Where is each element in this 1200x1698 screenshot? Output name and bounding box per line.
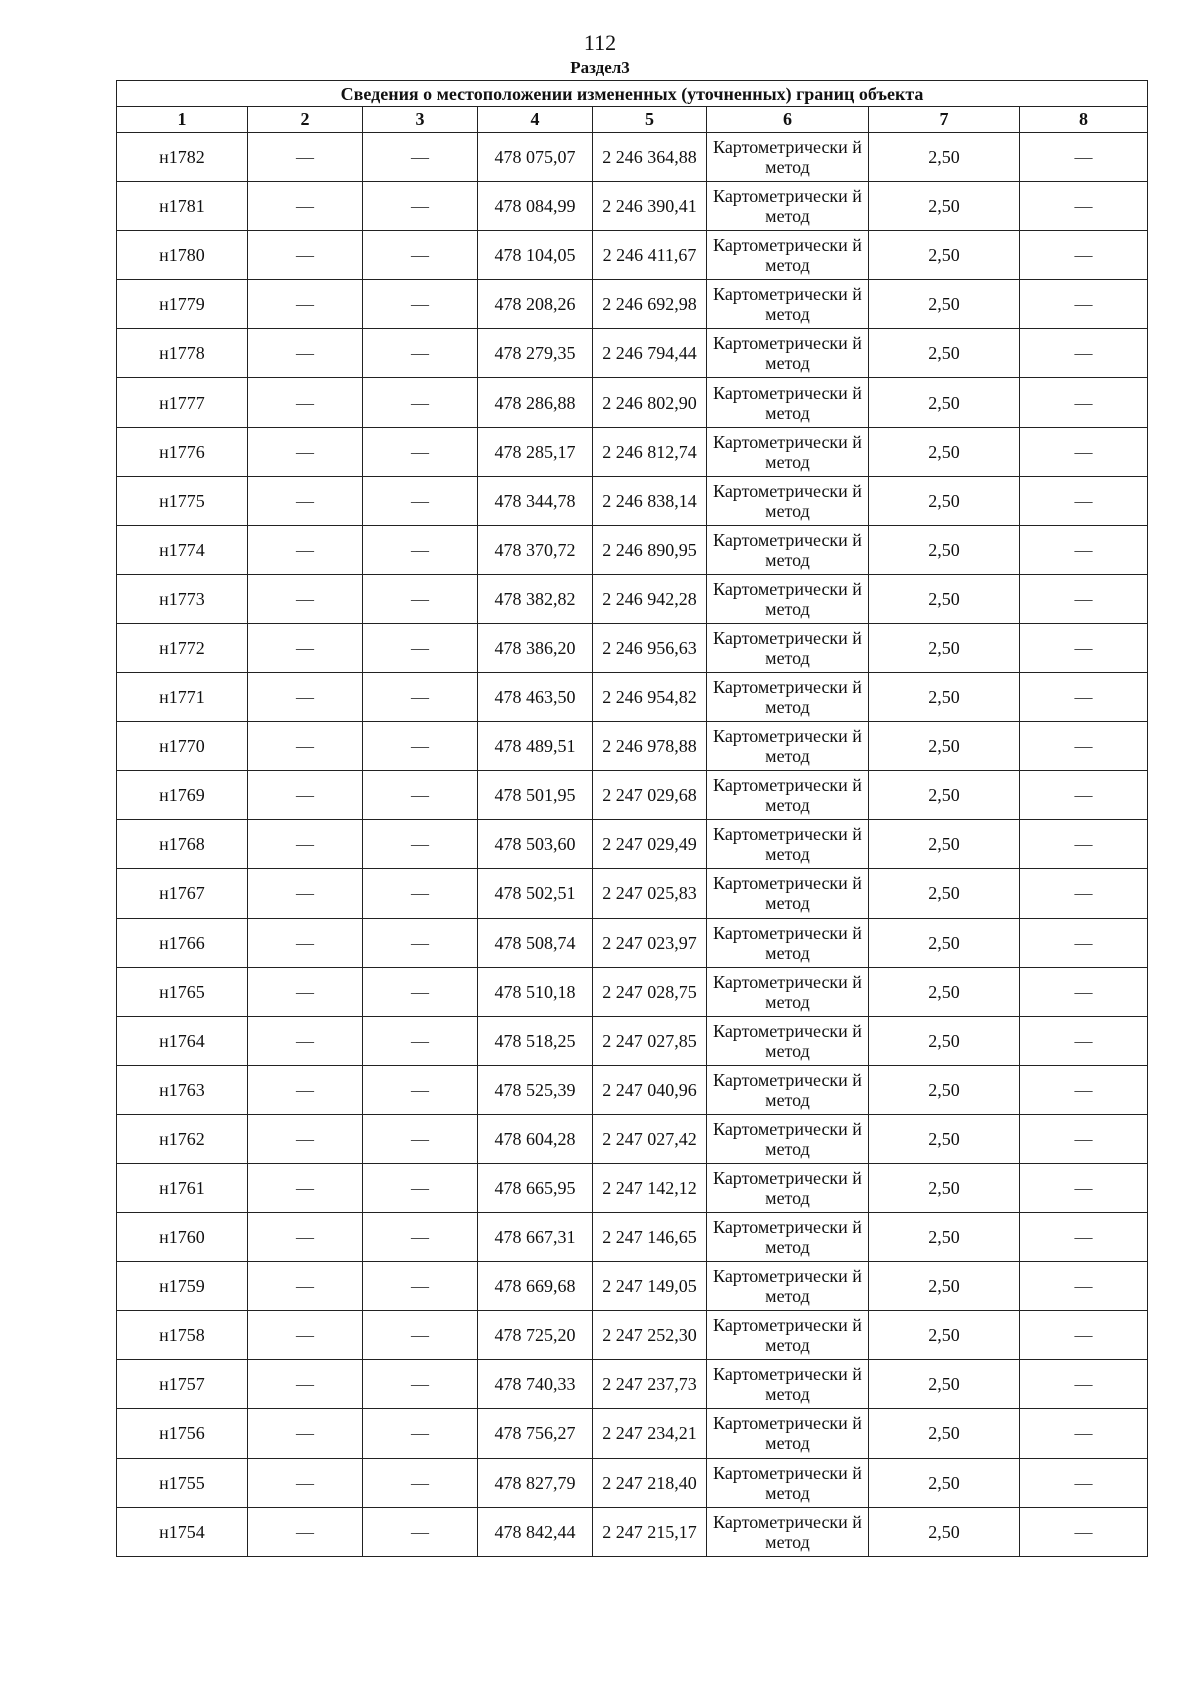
table-row — [117, 967, 1148, 1016]
point-id-cell: н1771 — [117, 673, 248, 722]
col2-cell: — — [248, 231, 363, 280]
y-coordinate-cell: 2 246 942,28 — [593, 574, 707, 623]
x-coordinate-cell: 478 525,39 — [478, 1065, 593, 1114]
y-coordinate-cell: 2 247 149,05 — [593, 1262, 707, 1311]
col3-cell: — — [363, 673, 478, 722]
y-coordinate-cell: 2 247 040,96 — [593, 1065, 707, 1114]
table-row — [117, 1360, 1148, 1409]
accuracy-cell: 2,50 — [869, 918, 1020, 967]
x-coordinate-cell: 478 084,99 — [478, 182, 593, 231]
accuracy-cell: 2,50 — [869, 869, 1020, 918]
col8-cell: — — [1020, 1262, 1148, 1311]
y-coordinate-cell: 2 247 146,65 — [593, 1213, 707, 1262]
col3-cell: — — [363, 623, 478, 672]
col3-cell: — — [363, 378, 478, 427]
col2-cell: — — [248, 476, 363, 525]
col3-cell: — — [363, 476, 478, 525]
table-row — [117, 869, 1148, 918]
x-coordinate-cell: 478 842,44 — [478, 1507, 593, 1556]
accuracy-cell: 2,50 — [869, 182, 1020, 231]
x-coordinate-cell: 478 827,79 — [478, 1458, 593, 1507]
col8-cell: — — [1020, 1114, 1148, 1163]
point-id-cell: н1767 — [117, 869, 248, 918]
method-cell: Картометрически й метод — [707, 476, 869, 525]
x-coordinate-cell: 478 285,17 — [478, 427, 593, 476]
col3-cell: — — [363, 1163, 478, 1212]
col2-cell: — — [248, 623, 363, 672]
y-coordinate-cell: 2 247 215,17 — [593, 1507, 707, 1556]
col2-cell: — — [248, 1311, 363, 1360]
x-coordinate-cell: 478 286,88 — [478, 378, 593, 427]
table-row — [117, 329, 1148, 378]
col3-cell: — — [363, 1262, 478, 1311]
col3-cell: — — [363, 1507, 478, 1556]
accuracy-cell: 2,50 — [869, 1262, 1020, 1311]
accuracy-cell: 2,50 — [869, 329, 1020, 378]
point-id-cell: н1769 — [117, 771, 248, 820]
table-row — [117, 918, 1148, 967]
table-row — [117, 378, 1148, 427]
method-cell: Картометрически й метод — [707, 574, 869, 623]
y-coordinate-cell: 2 246 794,44 — [593, 329, 707, 378]
y-coordinate-cell: 2 247 027,85 — [593, 1016, 707, 1065]
col8-cell: — — [1020, 378, 1148, 427]
col3-cell: — — [363, 1360, 478, 1409]
point-id-cell: н1778 — [117, 329, 248, 378]
point-id-cell: н1773 — [117, 574, 248, 623]
point-id-cell: н1766 — [117, 918, 248, 967]
col8-cell: — — [1020, 231, 1148, 280]
col8-cell: — — [1020, 1507, 1148, 1556]
y-coordinate-cell: 2 247 023,97 — [593, 918, 707, 967]
point-id-cell: н1781 — [117, 182, 248, 231]
col2-cell: — — [248, 182, 363, 231]
table-row — [117, 1409, 1148, 1458]
col8-cell: — — [1020, 918, 1148, 967]
column-number-cell: 4 — [478, 107, 593, 133]
y-coordinate-cell: 2 247 029,68 — [593, 771, 707, 820]
accuracy-cell: 2,50 — [869, 231, 1020, 280]
x-coordinate-cell: 478 667,31 — [478, 1213, 593, 1262]
col8-cell: — — [1020, 1065, 1148, 1114]
col3-cell: — — [363, 771, 478, 820]
column-number-row — [117, 107, 1148, 133]
col8-cell: — — [1020, 182, 1148, 231]
method-cell: Картометрически й метод — [707, 722, 869, 771]
section-title: Раздел3 — [570, 58, 630, 77]
col2-cell: — — [248, 1507, 363, 1556]
method-cell: Картометрически й метод — [707, 1114, 869, 1163]
table-caption: Сведения о местоположении измененных (уточненных) границ объекта — [117, 81, 1148, 107]
method-cell: Картометрически й метод — [707, 673, 869, 722]
accuracy-cell: 2,50 — [869, 1409, 1020, 1458]
x-coordinate-cell: 478 502,51 — [478, 869, 593, 918]
table-row — [117, 1458, 1148, 1507]
col2-cell: — — [248, 918, 363, 967]
method-cell: Картометрически й метод — [707, 133, 869, 182]
col2-cell: — — [248, 1114, 363, 1163]
col3-cell: — — [363, 1065, 478, 1114]
x-coordinate-cell: 478 344,78 — [478, 476, 593, 525]
y-coordinate-cell: 2 246 890,95 — [593, 525, 707, 574]
accuracy-cell: 2,50 — [869, 525, 1020, 574]
x-coordinate-cell: 478 503,60 — [478, 820, 593, 869]
x-coordinate-cell: 478 669,68 — [478, 1262, 593, 1311]
accuracy-cell: 2,50 — [869, 771, 1020, 820]
col8-cell: — — [1020, 1213, 1148, 1262]
accuracy-cell: 2,50 — [869, 427, 1020, 476]
col2-cell: — — [248, 1065, 363, 1114]
x-coordinate-cell: 478 075,07 — [478, 133, 593, 182]
method-cell: Картометрически й метод — [707, 771, 869, 820]
table-row — [117, 1507, 1148, 1556]
table-row — [117, 1114, 1148, 1163]
col3-cell: — — [363, 280, 478, 329]
col3-cell: — — [363, 1213, 478, 1262]
x-coordinate-cell: 478 725,20 — [478, 1311, 593, 1360]
col3-cell: — — [363, 427, 478, 476]
x-coordinate-cell: 478 756,27 — [478, 1409, 593, 1458]
table-row — [117, 525, 1148, 574]
y-coordinate-cell: 2 246 978,88 — [593, 722, 707, 771]
point-id-cell: н1765 — [117, 967, 248, 1016]
accuracy-cell: 2,50 — [869, 1016, 1020, 1065]
x-coordinate-cell: 478 508,74 — [478, 918, 593, 967]
y-coordinate-cell: 2 246 956,63 — [593, 623, 707, 672]
y-coordinate-cell: 2 246 954,82 — [593, 673, 707, 722]
method-cell: Картометрически й метод — [707, 525, 869, 574]
col2-cell: — — [248, 722, 363, 771]
col2-cell: — — [248, 820, 363, 869]
accuracy-cell: 2,50 — [869, 133, 1020, 182]
col8-cell: — — [1020, 427, 1148, 476]
point-id-cell: н1760 — [117, 1213, 248, 1262]
x-coordinate-cell: 478 386,20 — [478, 623, 593, 672]
method-cell: Картометрически й метод — [707, 869, 869, 918]
col3-cell: — — [363, 967, 478, 1016]
method-cell: Картометрически й метод — [707, 623, 869, 672]
boundary-coordinates-table — [116, 80, 1148, 1557]
point-id-cell: н1775 — [117, 476, 248, 525]
col2-cell: — — [248, 427, 363, 476]
column-number-cell: 5 — [593, 107, 707, 133]
column-number-cell: 1 — [117, 107, 248, 133]
accuracy-cell: 2,50 — [869, 820, 1020, 869]
method-cell: Картометрически й метод — [707, 329, 869, 378]
col8-cell: — — [1020, 722, 1148, 771]
y-coordinate-cell: 2 247 028,75 — [593, 967, 707, 1016]
y-coordinate-cell: 2 247 252,30 — [593, 1311, 707, 1360]
col2-cell: — — [248, 869, 363, 918]
x-coordinate-cell: 478 518,25 — [478, 1016, 593, 1065]
x-coordinate-cell: 478 665,95 — [478, 1163, 593, 1212]
x-coordinate-cell: 478 489,51 — [478, 722, 593, 771]
table-row — [117, 1065, 1148, 1114]
table-row — [117, 673, 1148, 722]
col3-cell: — — [363, 1409, 478, 1458]
point-id-cell: н1772 — [117, 623, 248, 672]
method-cell: Картометрически й метод — [707, 1409, 869, 1458]
y-coordinate-cell: 2 247 025,83 — [593, 869, 707, 918]
col3-cell: — — [363, 574, 478, 623]
col8-cell: — — [1020, 133, 1148, 182]
table-row — [117, 1311, 1148, 1360]
col2-cell: — — [248, 574, 363, 623]
col2-cell: — — [248, 1262, 363, 1311]
col8-cell: — — [1020, 1311, 1148, 1360]
method-cell: Картометрически й метод — [707, 378, 869, 427]
col3-cell: — — [363, 231, 478, 280]
table-row — [117, 182, 1148, 231]
col2-cell: — — [248, 1360, 363, 1409]
accuracy-cell: 2,50 — [869, 623, 1020, 672]
table-row — [117, 623, 1148, 672]
accuracy-cell: 2,50 — [869, 1360, 1020, 1409]
table-row — [117, 1016, 1148, 1065]
accuracy-cell: 2,50 — [869, 1163, 1020, 1212]
col2-cell: — — [248, 329, 363, 378]
method-cell: Картометрически й метод — [707, 820, 869, 869]
point-id-cell: н1761 — [117, 1163, 248, 1212]
method-cell: Картометрически й метод — [707, 1163, 869, 1212]
col2-cell: — — [248, 525, 363, 574]
point-id-cell: н1759 — [117, 1262, 248, 1311]
point-id-cell: н1782 — [117, 133, 248, 182]
table-row — [117, 280, 1148, 329]
col2-cell: — — [248, 673, 363, 722]
point-id-cell: н1763 — [117, 1065, 248, 1114]
col8-cell: — — [1020, 1163, 1148, 1212]
y-coordinate-cell: 2 246 692,98 — [593, 280, 707, 329]
y-coordinate-cell: 2 246 411,67 — [593, 231, 707, 280]
method-cell: Картометрически й метод — [707, 280, 869, 329]
table-body — [117, 133, 1148, 1557]
method-cell: Картометрически й метод — [707, 918, 869, 967]
col2-cell: — — [248, 967, 363, 1016]
method-cell: Картометрически й метод — [707, 1360, 869, 1409]
col2-cell: — — [248, 133, 363, 182]
method-cell: Картометрически й метод — [707, 231, 869, 280]
col2-cell: — — [248, 1409, 363, 1458]
method-cell: Картометрически й метод — [707, 1065, 869, 1114]
col8-cell: — — [1020, 329, 1148, 378]
accuracy-cell: 2,50 — [869, 722, 1020, 771]
y-coordinate-cell: 2 247 142,12 — [593, 1163, 707, 1212]
col8-cell: — — [1020, 820, 1148, 869]
col3-cell: — — [363, 918, 478, 967]
y-coordinate-cell: 2 247 234,21 — [593, 1409, 707, 1458]
col8-cell: — — [1020, 673, 1148, 722]
y-coordinate-cell: 2 246 364,88 — [593, 133, 707, 182]
table-row — [117, 476, 1148, 525]
method-cell: Картометрически й метод — [707, 1458, 869, 1507]
table-row — [117, 133, 1148, 182]
y-coordinate-cell: 2 247 027,42 — [593, 1114, 707, 1163]
col8-cell: — — [1020, 525, 1148, 574]
method-cell: Картометрически й метод — [707, 1262, 869, 1311]
y-coordinate-cell: 2 246 390,41 — [593, 182, 707, 231]
point-id-cell: н1764 — [117, 1016, 248, 1065]
method-cell: Картометрически й метод — [707, 967, 869, 1016]
col2-cell: — — [248, 1016, 363, 1065]
accuracy-cell: 2,50 — [869, 673, 1020, 722]
x-coordinate-cell: 478 208,26 — [478, 280, 593, 329]
y-coordinate-cell: 2 246 838,14 — [593, 476, 707, 525]
y-coordinate-cell: 2 246 802,90 — [593, 378, 707, 427]
y-coordinate-cell: 2 247 237,73 — [593, 1360, 707, 1409]
point-id-cell: н1758 — [117, 1311, 248, 1360]
y-coordinate-cell: 2 246 812,74 — [593, 427, 707, 476]
point-id-cell: н1754 — [117, 1507, 248, 1556]
point-id-cell: н1756 — [117, 1409, 248, 1458]
table-row — [117, 427, 1148, 476]
x-coordinate-cell: 478 740,33 — [478, 1360, 593, 1409]
x-coordinate-cell: 478 510,18 — [478, 967, 593, 1016]
col2-cell: — — [248, 280, 363, 329]
col8-cell: — — [1020, 1409, 1148, 1458]
col3-cell: — — [363, 182, 478, 231]
method-cell: Картометрически й метод — [707, 1016, 869, 1065]
accuracy-cell: 2,50 — [869, 967, 1020, 1016]
method-cell: Картометрически й метод — [707, 1507, 869, 1556]
page-number: 112 — [583, 30, 617, 55]
col3-cell: — — [363, 820, 478, 869]
col3-cell: — — [363, 1311, 478, 1360]
col2-cell: — — [248, 1213, 363, 1262]
table-row — [117, 574, 1148, 623]
x-coordinate-cell: 478 501,95 — [478, 771, 593, 820]
accuracy-cell: 2,50 — [869, 1114, 1020, 1163]
y-coordinate-cell: 2 247 218,40 — [593, 1458, 707, 1507]
point-id-cell: н1757 — [117, 1360, 248, 1409]
point-id-cell: н1768 — [117, 820, 248, 869]
column-number-cell: 6 — [707, 107, 869, 133]
column-number-cell: 2 — [248, 107, 363, 133]
y-coordinate-cell: 2 247 029,49 — [593, 820, 707, 869]
point-id-cell: н1774 — [117, 525, 248, 574]
col2-cell: — — [248, 378, 363, 427]
accuracy-cell: 2,50 — [869, 1065, 1020, 1114]
table-row — [117, 820, 1148, 869]
col8-cell: — — [1020, 771, 1148, 820]
point-id-cell: н1770 — [117, 722, 248, 771]
table-row — [117, 1163, 1148, 1212]
col8-cell: — — [1020, 1016, 1148, 1065]
table-row — [117, 771, 1148, 820]
method-cell: Картометрически й метод — [707, 182, 869, 231]
col8-cell: — — [1020, 869, 1148, 918]
table-row — [117, 722, 1148, 771]
col3-cell: — — [363, 1458, 478, 1507]
point-id-cell: н1755 — [117, 1458, 248, 1507]
accuracy-cell: 2,50 — [869, 1213, 1020, 1262]
col8-cell: — — [1020, 280, 1148, 329]
point-id-cell: н1762 — [117, 1114, 248, 1163]
col8-cell: — — [1020, 1360, 1148, 1409]
method-cell: Картометрически й метод — [707, 1213, 869, 1262]
accuracy-cell: 2,50 — [869, 476, 1020, 525]
accuracy-cell: 2,50 — [869, 574, 1020, 623]
x-coordinate-cell: 478 463,50 — [478, 673, 593, 722]
table-row — [117, 1262, 1148, 1311]
x-coordinate-cell: 478 370,72 — [478, 525, 593, 574]
x-coordinate-cell: 478 104,05 — [478, 231, 593, 280]
accuracy-cell: 2,50 — [869, 1507, 1020, 1556]
col3-cell: — — [363, 133, 478, 182]
accuracy-cell: 2,50 — [869, 378, 1020, 427]
point-id-cell: н1777 — [117, 378, 248, 427]
point-id-cell: н1779 — [117, 280, 248, 329]
method-cell: Картометрически й метод — [707, 1311, 869, 1360]
col2-cell: — — [248, 771, 363, 820]
col2-cell: — — [248, 1163, 363, 1212]
col8-cell: — — [1020, 476, 1148, 525]
col3-cell: — — [363, 525, 478, 574]
col8-cell: — — [1020, 1458, 1148, 1507]
accuracy-cell: 2,50 — [869, 1458, 1020, 1507]
column-number-cell: 8 — [1020, 107, 1148, 133]
point-id-cell: н1776 — [117, 427, 248, 476]
col8-cell: — — [1020, 574, 1148, 623]
x-coordinate-cell: 478 604,28 — [478, 1114, 593, 1163]
method-cell: Картометрически й метод — [707, 427, 869, 476]
col8-cell: — — [1020, 967, 1148, 1016]
column-number-cell: 3 — [363, 107, 478, 133]
accuracy-cell: 2,50 — [869, 280, 1020, 329]
table-row — [117, 231, 1148, 280]
col3-cell: — — [363, 869, 478, 918]
col3-cell: — — [363, 329, 478, 378]
col2-cell: — — [248, 1458, 363, 1507]
x-coordinate-cell: 478 382,82 — [478, 574, 593, 623]
col3-cell: — — [363, 1016, 478, 1065]
x-coordinate-cell: 478 279,35 — [478, 329, 593, 378]
column-number-cell: 7 — [869, 107, 1020, 133]
table-row — [117, 1213, 1148, 1262]
col3-cell: — — [363, 722, 478, 771]
point-id-cell: н1780 — [117, 231, 248, 280]
col3-cell: — — [363, 1114, 478, 1163]
col8-cell: — — [1020, 623, 1148, 672]
accuracy-cell: 2,50 — [869, 1311, 1020, 1360]
